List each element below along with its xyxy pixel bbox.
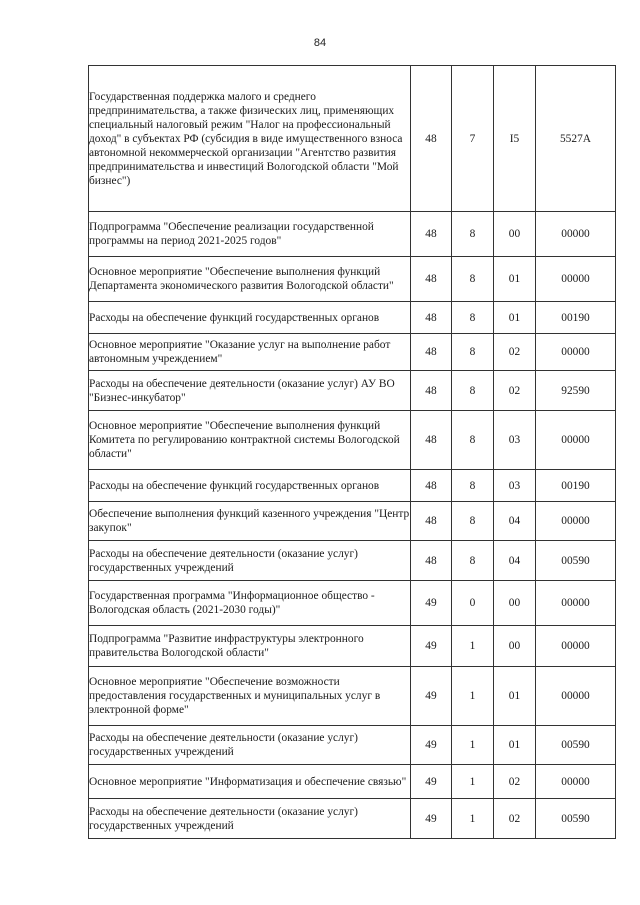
code-column-3: 00 [494, 626, 536, 667]
row-description: Расходы на обеспечение функций государственных органов [89, 470, 411, 502]
code-column-4: 00000 [536, 581, 616, 626]
table-row [89, 765, 616, 799]
code-column-4: 00000 [536, 502, 616, 541]
code-column-2: 8 [452, 411, 494, 470]
code-column-2: 8 [452, 212, 494, 257]
code-column-3: 00 [494, 212, 536, 257]
code-column-1: 49 [411, 626, 452, 667]
table-row [89, 371, 616, 411]
code-column-2: 8 [452, 257, 494, 302]
row-description: Основное мероприятие "Обеспечение возможности предоставления государственных и муниципальных услуг в электронной форме" [89, 667, 411, 726]
table-row [89, 502, 616, 541]
row-description: Расходы на обеспечение деятельности (оказание услуг) АУ ВО "Бизнес-инкубатор" [89, 371, 411, 411]
row-description: Основное мероприятие "Информатизация и обеспечение связью" [89, 765, 411, 799]
code-column-3: 03 [494, 470, 536, 502]
code-column-2: 7 [452, 66, 494, 212]
table-row [89, 799, 616, 839]
table-row [89, 470, 616, 502]
code-column-1: 49 [411, 581, 452, 626]
code-column-1: 49 [411, 726, 452, 765]
code-column-3: 01 [494, 302, 536, 334]
row-description: Подпрограмма "Развитие инфраструктуры электронного правительства Вологодской области" [89, 626, 411, 667]
code-column-1: 49 [411, 765, 452, 799]
code-column-3: I5 [494, 66, 536, 212]
row-description: Расходы на обеспечение деятельности (оказание услуг) государственных учреждений [89, 726, 411, 765]
table-row [89, 212, 616, 257]
table-row [89, 66, 616, 212]
code-column-3: 01 [494, 257, 536, 302]
code-column-4: 00190 [536, 470, 616, 502]
table-row [89, 257, 616, 302]
code-column-1: 48 [411, 257, 452, 302]
row-description: Расходы на обеспечение функций государственных органов [89, 302, 411, 334]
table-row [89, 726, 616, 765]
table-row [89, 411, 616, 470]
code-column-4: 00000 [536, 334, 616, 371]
code-column-2: 8 [452, 502, 494, 541]
code-column-1: 48 [411, 502, 452, 541]
code-column-4: 00000 [536, 212, 616, 257]
row-description: Подпрограмма "Обеспечение реализации государственной программы на период 2021-2025 годов" [89, 212, 411, 257]
code-column-2: 8 [452, 334, 494, 371]
table-row [89, 626, 616, 667]
code-column-4: 00590 [536, 726, 616, 765]
table-row [89, 302, 616, 334]
page-number: 84 [313, 37, 327, 49]
code-column-3: 02 [494, 799, 536, 839]
code-column-4: 00190 [536, 302, 616, 334]
code-column-4: 00000 [536, 765, 616, 799]
table-row [89, 541, 616, 581]
code-column-1: 48 [411, 302, 452, 334]
code-column-3: 02 [494, 334, 536, 371]
code-column-2: 1 [452, 667, 494, 726]
code-column-3: 01 [494, 726, 536, 765]
table-row [89, 581, 616, 626]
row-description: Основное мероприятие "Обеспечение выполнения функций Комитета по регулированию контрактной системы Вологодской области" [89, 411, 411, 470]
budget-classification-table [88, 65, 616, 839]
code-column-1: 48 [411, 66, 452, 212]
row-description: Расходы на обеспечение деятельности (оказание услуг) государственных учреждений [89, 541, 411, 581]
code-column-2: 8 [452, 302, 494, 334]
row-description: Основное мероприятие "Оказание услуг на выполнение работ автономным учреждением" [89, 334, 411, 371]
code-column-2: 8 [452, 371, 494, 411]
code-column-2: 0 [452, 581, 494, 626]
code-column-2: 1 [452, 626, 494, 667]
code-column-3: 04 [494, 502, 536, 541]
code-column-3: 02 [494, 371, 536, 411]
code-column-4: 00000 [536, 257, 616, 302]
code-column-2: 1 [452, 799, 494, 839]
code-column-1: 48 [411, 411, 452, 470]
code-column-2: 1 [452, 726, 494, 765]
code-column-1: 49 [411, 667, 452, 726]
code-column-1: 48 [411, 541, 452, 581]
code-column-2: 1 [452, 765, 494, 799]
row-description: Расходы на обеспечение деятельности (оказание услуг) государственных учреждений [89, 799, 411, 839]
code-column-2: 8 [452, 541, 494, 581]
code-column-4: 00000 [536, 411, 616, 470]
code-column-4: 00590 [536, 541, 616, 581]
code-column-1: 48 [411, 371, 452, 411]
row-description: Государственная поддержка малого и среднего предпринимательства, а также физических лиц, применяющих специальный налоговый режим "Налог на профессиональный доход" в субъектах РФ (субсидия в виде имущественного взноса автономной некоммерческой организации "Агентство развития предпринимательства и инвестиций Вологодской области "Мой бизнес") [89, 66, 411, 212]
code-column-1: 48 [411, 212, 452, 257]
code-column-1: 48 [411, 470, 452, 502]
code-column-4: 92590 [536, 371, 616, 411]
table-row [89, 667, 616, 726]
code-column-3: 00 [494, 581, 536, 626]
code-column-4: 5527A [536, 66, 616, 212]
code-column-3: 04 [494, 541, 536, 581]
code-column-4: 00000 [536, 667, 616, 726]
code-column-2: 8 [452, 470, 494, 502]
code-column-4: 00590 [536, 799, 616, 839]
table-row [89, 334, 616, 371]
code-column-1: 48 [411, 334, 452, 371]
code-column-4: 00000 [536, 626, 616, 667]
row-description: Основное мероприятие "Обеспечение выполнения функций Департамента экономического развития Вологодской области" [89, 257, 411, 302]
code-column-1: 49 [411, 799, 452, 839]
code-column-3: 03 [494, 411, 536, 470]
code-column-3: 02 [494, 765, 536, 799]
row-description: Государственная программа "Информационное общество - Вологодская область (2021-2030 годы)" [89, 581, 411, 626]
row-description: Обеспечение выполнения функций казенного учреждения "Центр закупок" [89, 502, 411, 541]
code-column-3: 01 [494, 667, 536, 726]
